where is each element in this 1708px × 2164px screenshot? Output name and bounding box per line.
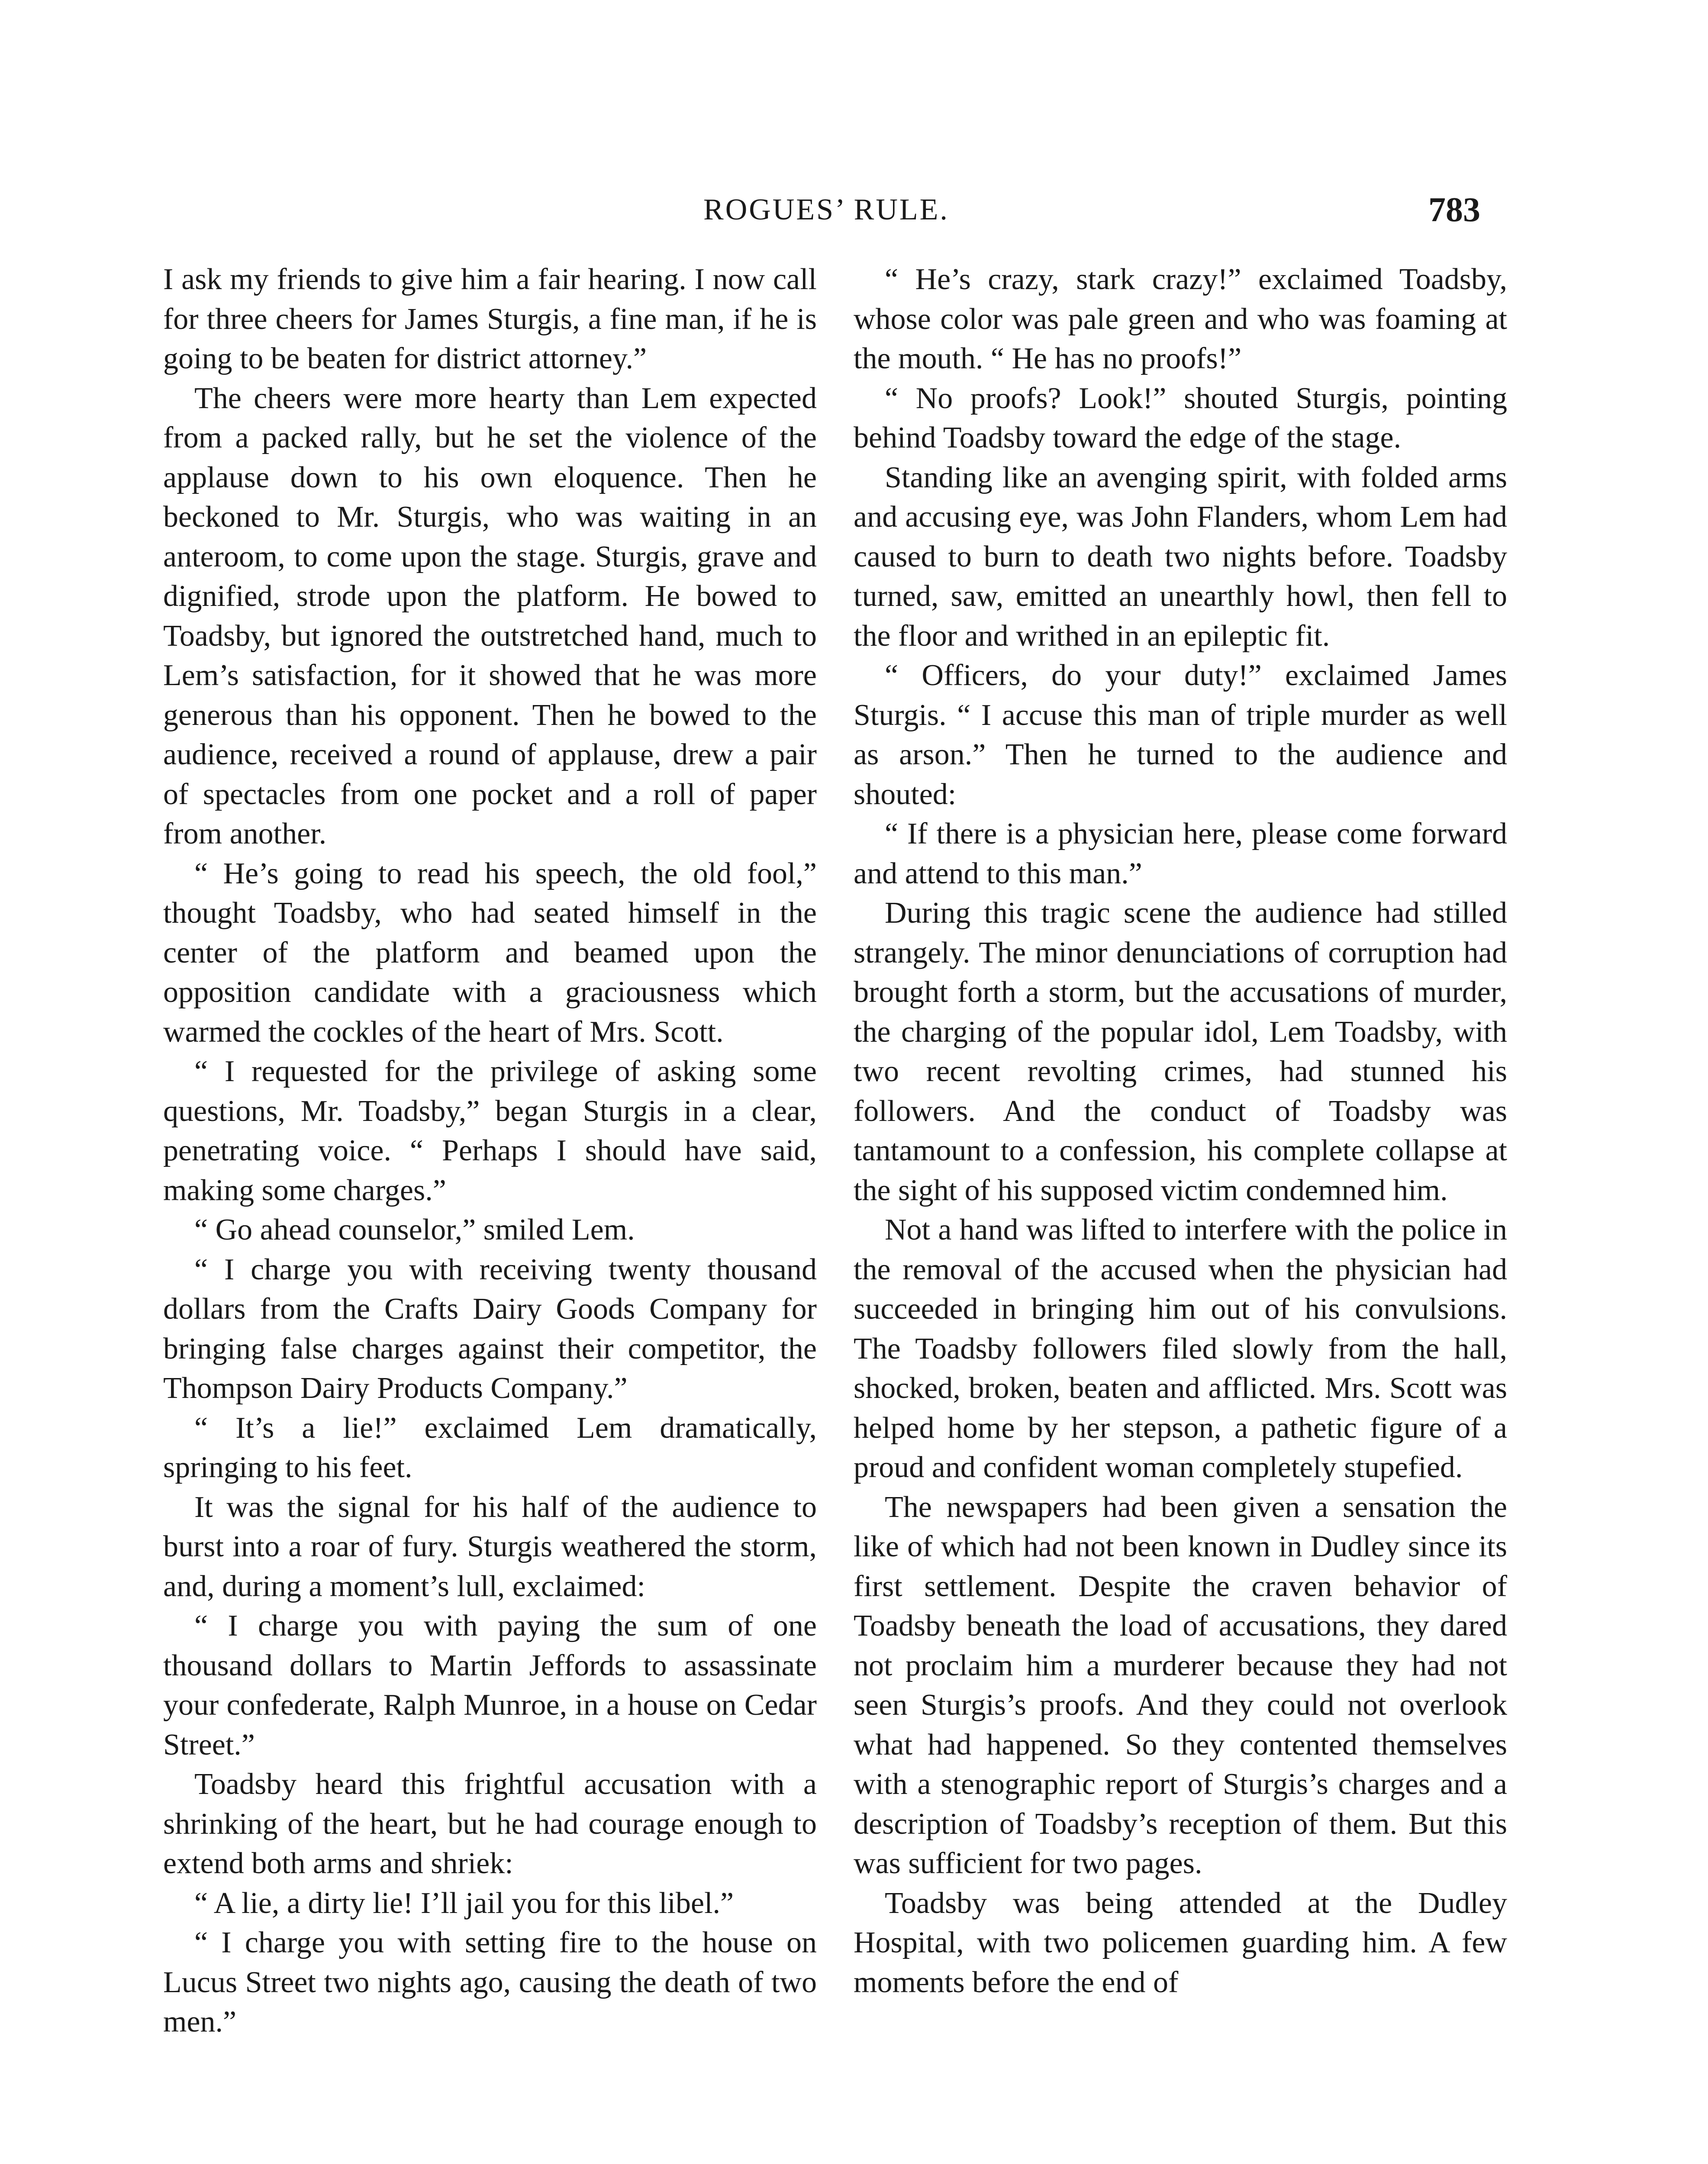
paragraph: “ No proofs? Look!” shouted Sturgis, pointing behind Toadsby toward the edge of the stage. [854, 381, 1507, 454]
right-column [854, 260, 1507, 2002]
paragraph: “ He’s going to read his speech, the old fool,” thought Toadsby, who had seated himself in the center of the platform and beamed upon the opposition candidate with a graciousness which warmed the cockles of the heart of Mrs. Scott. [163, 857, 817, 1049]
left-column [163, 260, 817, 2042]
paragraph: “ Go ahead counselor,” smiled Lem. [194, 1213, 635, 1246]
paragraph: During this tragic scene the audience had stilled strangely. The minor denunciations of corruption had brought forth a storm, but the accusations of murder, the charging of the popular idol, Lem Toadsby, with two recent revolting crimes, had stunned his followers. And the conduct of Toadsby was tantamount to a confession, his complete collapse at the sight of his supposed victim condemned him. [854, 896, 1507, 1207]
paragraph: “ I charge you with paying the sum of one thousand dollars to Martin Jeffords to assassinate your confederate, Ralph Munroe, in a house on Cedar Street.” [163, 1609, 817, 1761]
paragraph: The newspapers had been given a sensation the like of which had not been known in Dudley since its first settlement. Despite the craven behavior of Toadsby beneath the load of accusations, they dared not proclaim him a murderer because they had not seen Sturgis’s proofs. And they could not overlook what had happened. So they contented themselves with a stenographic report of Sturgis’s charges and a description of Toadsby’s reception of them. But this was sufficient for two pages. [854, 1490, 1507, 1880]
running-title: ROGUES’ RULE. [703, 193, 949, 226]
paragraph: I ask my friends to give him a fair hearing. I now call for three cheers for James Sturgis, a fine man, if he is going to be beaten for district attorney.” [163, 263, 817, 375]
paragraph: The cheers were more hearty than Lem expected from a packed rally, but he set the violence of the applause down to his own eloquence. Then he beckoned to Mr. Sturgis, who was waiting in an anteroom, to come upon the stage. Sturgis, grave and dignified, strode upon the platform. He bowed to Toadsby, but ignored the outstretched hand, much to Lem’s satisfaction, for it showed that he was more generous than his opponent. Then he bowed to the audience, received a round of applause, drew a pair of spectacles from one pocket and a roll of paper from another. [163, 381, 817, 850]
paragraph: Not a hand was lifted to interfere with the police in the removal of the accused when the physician had succeeded in bringing him out of his convulsions. The Toadsby followers filed slowly from the hall, shocked, broken, beaten and afflicted. Mrs. Scott was helped home by her stepson, a pathetic figure of a proud and confident woman completely stupefied. [854, 1213, 1507, 1484]
paragraph: “ A lie, a dirty lie! I’ll jail you for this libel.” [194, 1886, 734, 1920]
paragraph: Toadsby was being attended at the Dudley Hospital, with two policemen guarding him. A few moments before the end of [854, 1886, 1507, 1999]
paragraph: Toadsby heard this frightful accusation with a shrinking of the heart, but he had courage enough to extend both arms and shriek: [163, 1768, 817, 1880]
paragraph: “ Officers, do your duty!” exclaimed James Sturgis. “ I accuse this man of triple murder as well as arson.” Then he turned to the audience and shouted: [854, 659, 1507, 811]
paragraph: Standing like an avenging spirit, with folded arms and accusing eye, was John Flanders, whom Lem had caused to burn to death two nights before. Toadsby turned, saw, emitted an unearthly howl, then fell to the floor and writhed in an epileptic fit. [854, 460, 1507, 653]
page-number: 783 [1428, 191, 1480, 229]
paragraph: “ I charge you with setting fire to the house on Lucus Street two nights ago, causing the death of two men.” [163, 1926, 817, 2038]
paragraph: “ If there is a physician here, please come forward and attend to this man.” [854, 817, 1507, 890]
paragraph: “ I charge you with receiving twenty thousand dollars from the Crafts Dairy Goods Company for bringing false charges against their competitor, the Thompson Dairy Products Company.” [163, 1253, 817, 1405]
running-head [0, 186, 1708, 234]
paragraph: It was the signal for his half of the audience to burst into a roar of fury. Sturgis weathered the storm, and, during a moment’s lull, exclaimed: [163, 1490, 817, 1603]
paragraph: “ He’s crazy, stark crazy!” exclaimed Toadsby, whose color was pale green and who was foaming at the mouth. “ He has no proofs!” [854, 263, 1507, 375]
paragraph: “ I requested for the privilege of asking some questions, Mr. Toadsby,” began Sturgis in a clear, penetrating voice. “ Perhaps I should have said, making some charges.” [163, 1055, 817, 1207]
paragraph: “ It’s a lie!” exclaimed Lem dramatically, springing to his feet. [163, 1411, 817, 1484]
